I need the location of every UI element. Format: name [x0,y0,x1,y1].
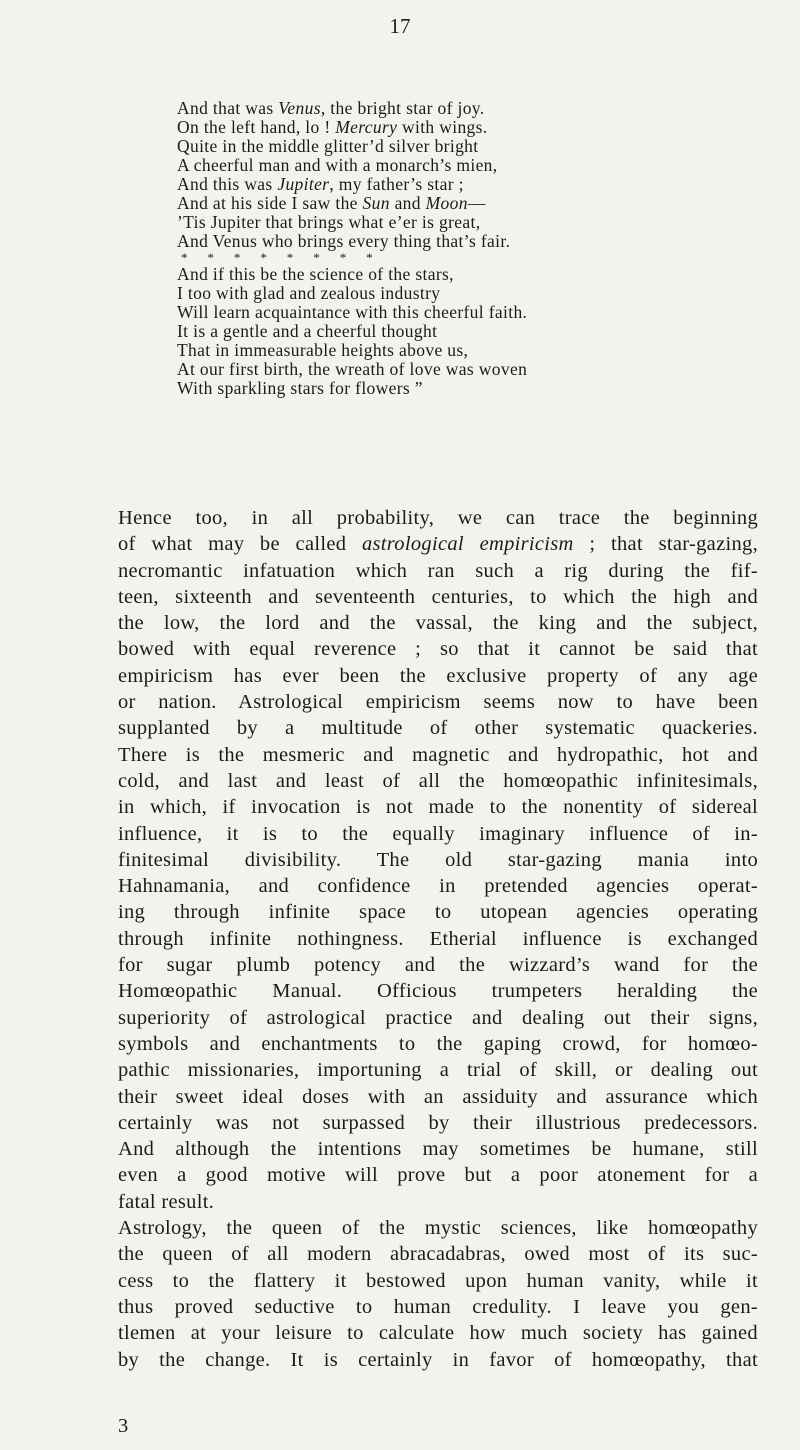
paragraph-line: fatal result. [118,1190,215,1213]
section-break-stars: * * * * * * * * [181,250,373,265]
italic-term: Moon [425,193,468,213]
poem-line: That in immeasurable heights above us, [177,340,469,360]
paragraph-line: finitesimal divisibility. The old star-gazing mania into [118,848,758,871]
poem-line: Quite in the middle glitter’d silver bright [177,136,479,156]
paragraph-line: their sweet ideal doses with an assiduity and assurance which [118,1085,758,1108]
paragraph-line: the queen of all modern abracadabras, owed most of its suc- [118,1243,758,1266]
paragraph-line: or nation. Astrological empiricism seems now to have been [118,691,758,714]
poem-line: And this was Jupiter, my father’s star ; [177,174,464,194]
poem-line: At our first birth, the wreath of love was woven [177,359,528,379]
paragraph-line: empiricism has ever been the exclusive property of any age [118,664,758,687]
poem-line: And at his side I saw the Sun and Moon— [177,193,486,213]
paragraph-line: teen, sixteenth and seventeenth centuries, to which the high and [118,585,758,608]
paragraph-line: Hence too, in all probability, we can trace the beginning [118,507,758,529]
paragraph-line: necromantic infatuation which ran such a rig during the fif- [118,559,758,582]
paragraph-line: in which, if invocation is not made to the nonentity of sidereal [118,796,758,819]
paragraph-line: cess to the flattery it bestowed upon human vanity, while it [118,1269,758,1292]
paragraph-line: pathic missionaries, importuning a trial of skill, or dealing out [118,1059,758,1082]
paragraph-line: thus proved seductive to human credulity. I leave you gen- [118,1295,758,1318]
paragraph-line: Hahnamania, and confidence in pretended agencies operat- [118,875,758,898]
prose-body [118,505,758,1373]
poem-excerpt [177,99,757,398]
page-number: 17 [389,14,411,38]
paragraph-line: certainly was not surpassed by their illustrious predecessors. [118,1111,758,1134]
paragraph-line: the low, the lord and the vassal, the king and the subject, [118,612,758,635]
paragraph-line: There is the mesmeric and magnetic and hydropathic, hot and [118,743,758,766]
paragraph-line: by the change. It is certainly in favor of homœopathy, that [118,1348,758,1371]
paragraph-line: influence, it is to the equally imaginary influence of in- [118,822,758,845]
poem-line: On the left hand, lo ! Mercury with wings. [177,117,488,137]
paragraph-line: ing through infinite space to utopean agencies operating [118,901,758,924]
paragraph-line: bowed with equal reverence ; so that it cannot be said that [118,638,758,661]
paragraph-line: for sugar plumb potency and the wizzard’s wand for the [118,954,758,977]
paragraph-line: And although the intentions may sometimes be humane, still [118,1138,758,1161]
paragraph-line: tlemen at your leisure to calculate how much society has gained [118,1322,758,1345]
paragraph-line: of what may be called astrological empiricism ; that star-gazing, [118,533,759,556]
italic-term: Mercury [335,117,398,137]
poem-line: I too with glad and zealous industry [177,283,441,303]
paragraph-line: symbols and enchantments to the gaping crowd, for homœo- [118,1032,758,1055]
poem-line: And Venus who brings every thing that’s fair. [177,231,511,251]
italic-term: Venus [278,98,321,118]
poem-line: With sparkling stars for flowers ” [177,378,423,398]
paragraph-line: even a good motive will prove but a poor atonement for a [118,1164,758,1187]
italic-term: Jupiter [277,174,330,194]
paragraph-line: supplanted by a multitude of other systematic quackeries. [118,717,758,740]
italic-term: Sun [362,193,390,213]
poem-line: Will learn acquaintance with this cheerful faith. [177,302,528,322]
poem-line: And that was Venus, the bright star of joy. [177,98,485,118]
poem-line: A cheerful man and with a monarch’s mien, [177,155,498,175]
paragraph-line: cold, and last and least of all the homœopathic infinitesimals, [118,769,758,792]
paragraph-line: through infinite nothingness. Etherial influence is exchanged [118,927,758,950]
poem-line: ’Tis Jupiter that brings what e’er is great, [177,212,481,232]
paragraph-line: Homœopathic Manual. Officious trumpeters heralding the [118,980,758,1003]
paragraph-line: superiority of astrological practice and dealing out their signs, [118,1006,758,1029]
poem-line: It is a gentle and a cheerful thought [177,321,438,341]
paragraph-line: Astrology, the queen of the mystic sciences, like homœopathy [118,1217,758,1240]
italic-term: astrological empiricism [361,533,574,556]
poem-line: And if this be the science of the stars, [177,264,454,284]
signature-mark: 3 [118,1415,129,1437]
